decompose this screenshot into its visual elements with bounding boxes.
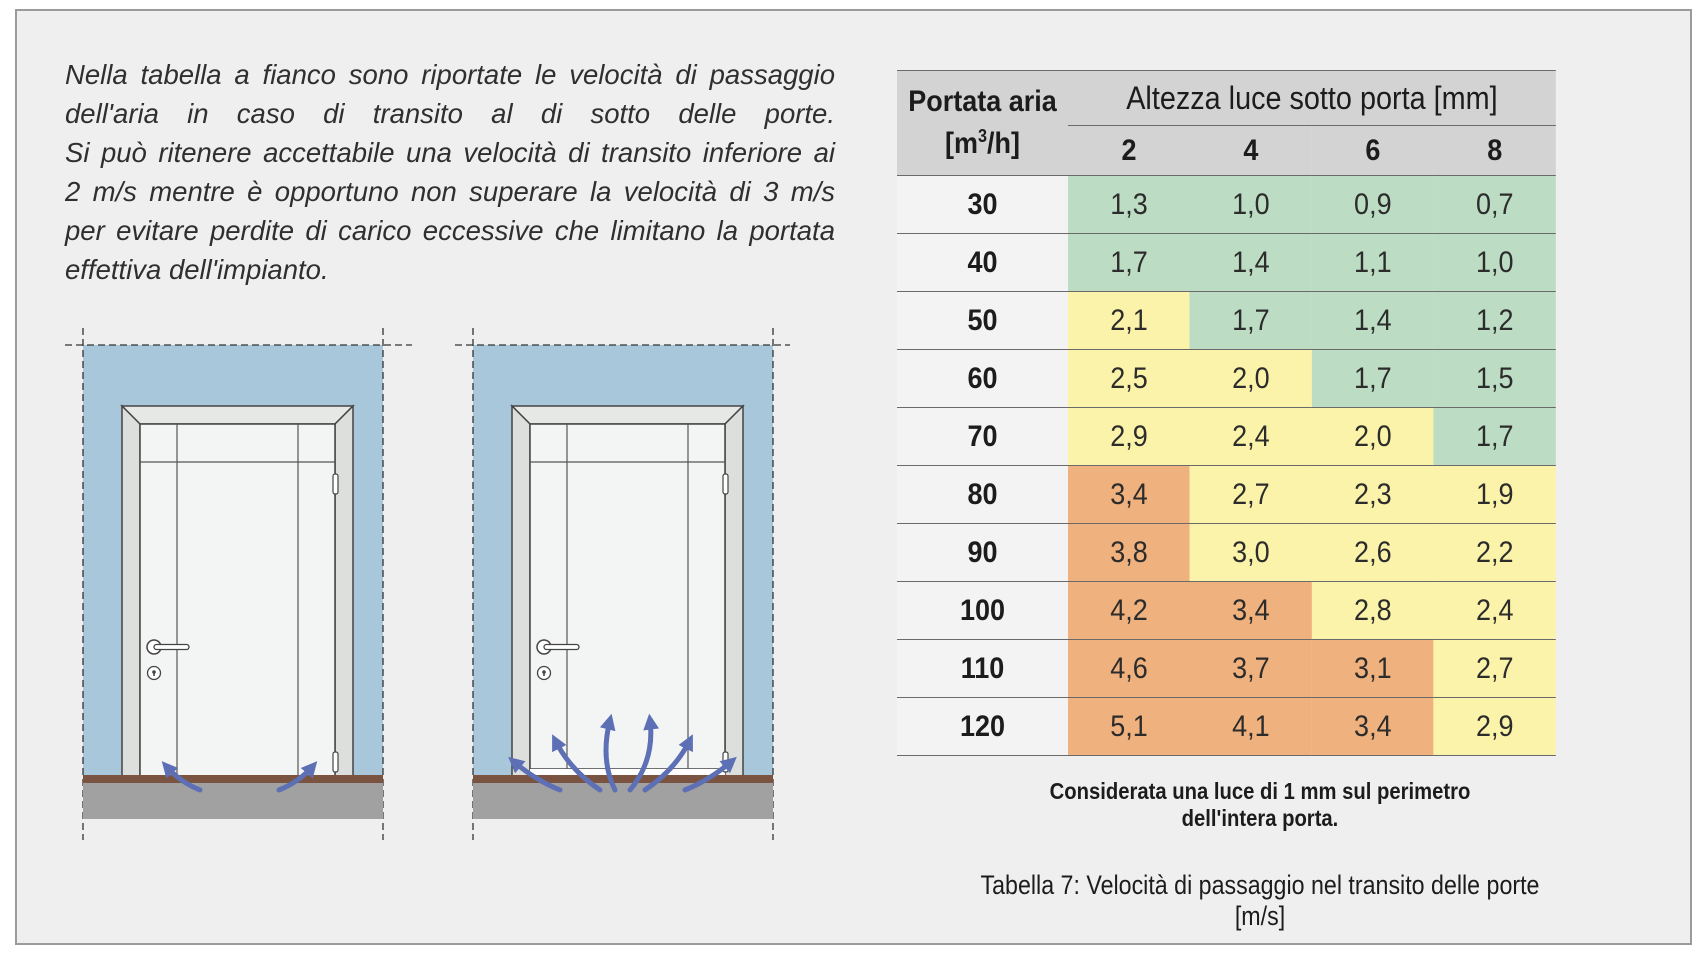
intro-line: per evitare perdite di carico eccessive che limitano la portata [65,215,835,246]
velocity-cell: 3,4 [1068,466,1190,524]
door-illustrations [60,320,790,840]
velocity-cell: 2,9 [1434,698,1556,756]
flow-rate-cell: 120 [897,698,1068,756]
flow-header-title: Portata aria [908,85,1057,118]
velocity-cell: 3,8 [1068,524,1190,582]
velocity-cell: 3,4 [1312,698,1434,756]
velocity-cell: 2,4 [1190,408,1312,466]
flow-column-header [897,71,1068,176]
gap-column-header: 4 [1190,126,1312,176]
table-row [897,292,1556,350]
velocity-cell: 0,7 [1434,176,1556,234]
velocity-cell: 2,3 [1312,466,1434,524]
flow-rate-cell: 60 [897,350,1068,408]
velocity-cell: 1,5 [1434,350,1556,408]
door-undercut-illustration [455,328,790,840]
gap-column-header: 8 [1434,126,1556,176]
table-row [897,350,1556,408]
velocity-cell: 3,1 [1312,640,1434,698]
velocity-cell: 1,7 [1312,350,1434,408]
flow-rate-cell: 80 [897,466,1068,524]
velocity-cell: 2,7 [1434,640,1556,698]
table-row [897,582,1556,640]
intro-paragraph [65,55,835,289]
table-footnote: Considerata una luce di 1 mm sul perimetro dell'intera porta. [1049,778,1471,831]
hinge-icon [333,752,338,772]
intro-line: Nella tabella a fianco sono riportate le velocità di passaggio [65,59,835,90]
door-panel [530,424,725,769]
intro-line: dell'aria in caso di transito al di sotto delle porte. [65,98,835,129]
velocity-cell: 1,1 [1312,234,1434,292]
hinge-icon [333,474,338,494]
table-caption: Tabella 7: Velocità di passaggio nel transito delle porte [m/s] [980,870,1540,931]
velocity-cell: 0,9 [1312,176,1434,234]
table-row [897,234,1556,292]
velocity-cell: 1,0 [1190,176,1312,234]
floor-trim [473,775,773,783]
flow-rate-cell: 40 [897,234,1068,292]
velocity-cell: 2,9 [1068,408,1190,466]
floor-trim [83,775,383,783]
flow-rate-cell: 100 [897,582,1068,640]
intro-line: Si può ritenere accettabile una velocità di transito inferiore ai [65,137,835,168]
table-row [897,176,1556,234]
velocity-cell: 4,2 [1068,582,1190,640]
table-row [897,698,1556,756]
flow-rate-cell: 70 [897,408,1068,466]
velocity-cell: 1,7 [1068,234,1190,292]
velocity-cell: 1,7 [1190,292,1312,350]
velocity-cell: 1,0 [1434,234,1556,292]
velocity-cell: 2,0 [1312,408,1434,466]
intro-line: effettiva dell'impianto. [65,254,329,285]
flow-rate-cell: 30 [897,176,1068,234]
gap-column-header: 2 [1068,126,1190,176]
velocity-cell: 1,7 [1434,408,1556,466]
velocity-cell: 2,4 [1434,582,1556,640]
velocity-cell: 1,9 [1434,466,1556,524]
door-panel [140,424,335,777]
velocity-cell: 2,7 [1190,466,1312,524]
velocity-cell: 3,0 [1190,524,1312,582]
velocity-cell: 2,1 [1068,292,1190,350]
velocity-cell: 4,6 [1068,640,1190,698]
gap-column-header: 6 [1312,126,1434,176]
velocity-cell: 5,1 [1068,698,1190,756]
velocity-cell: 2,0 [1190,350,1312,408]
velocity-cell: 2,2 [1434,524,1556,582]
velocity-cell: 3,4 [1190,582,1312,640]
velocity-cell: 2,8 [1312,582,1434,640]
velocity-cell: 2,6 [1312,524,1434,582]
door-closed-gap-illustration [65,328,412,840]
intro-line: 2 m/s mentre è opportuno non superare la velocità di 3 m/s [65,176,835,207]
velocity-cell: 1,4 [1312,292,1434,350]
table-row [897,408,1556,466]
flow-rate-cell: 110 [897,640,1068,698]
velocity-cell: 4,1 [1190,698,1312,756]
velocity-table [897,70,1556,756]
velocity-cell: 3,7 [1190,640,1312,698]
flow-rate-cell: 90 [897,524,1068,582]
floor [473,783,773,819]
hinge-icon [723,474,728,494]
flow-header-unit: $[m^3/h]$ [944,126,1021,160]
table-row [897,466,1556,524]
table-row [897,524,1556,582]
velocity-cell: 1,3 [1068,176,1190,234]
table-row [897,640,1556,698]
flow-rate-cell: 50 [897,292,1068,350]
floor [83,783,383,819]
velocity-cell: 1,2 [1434,292,1556,350]
velocity-cell: 2,5 [1068,350,1190,408]
gap-height-group-header: Altezza luce sotto porta [mm] [1068,71,1556,126]
velocity-cell: 1,4 [1190,234,1312,292]
